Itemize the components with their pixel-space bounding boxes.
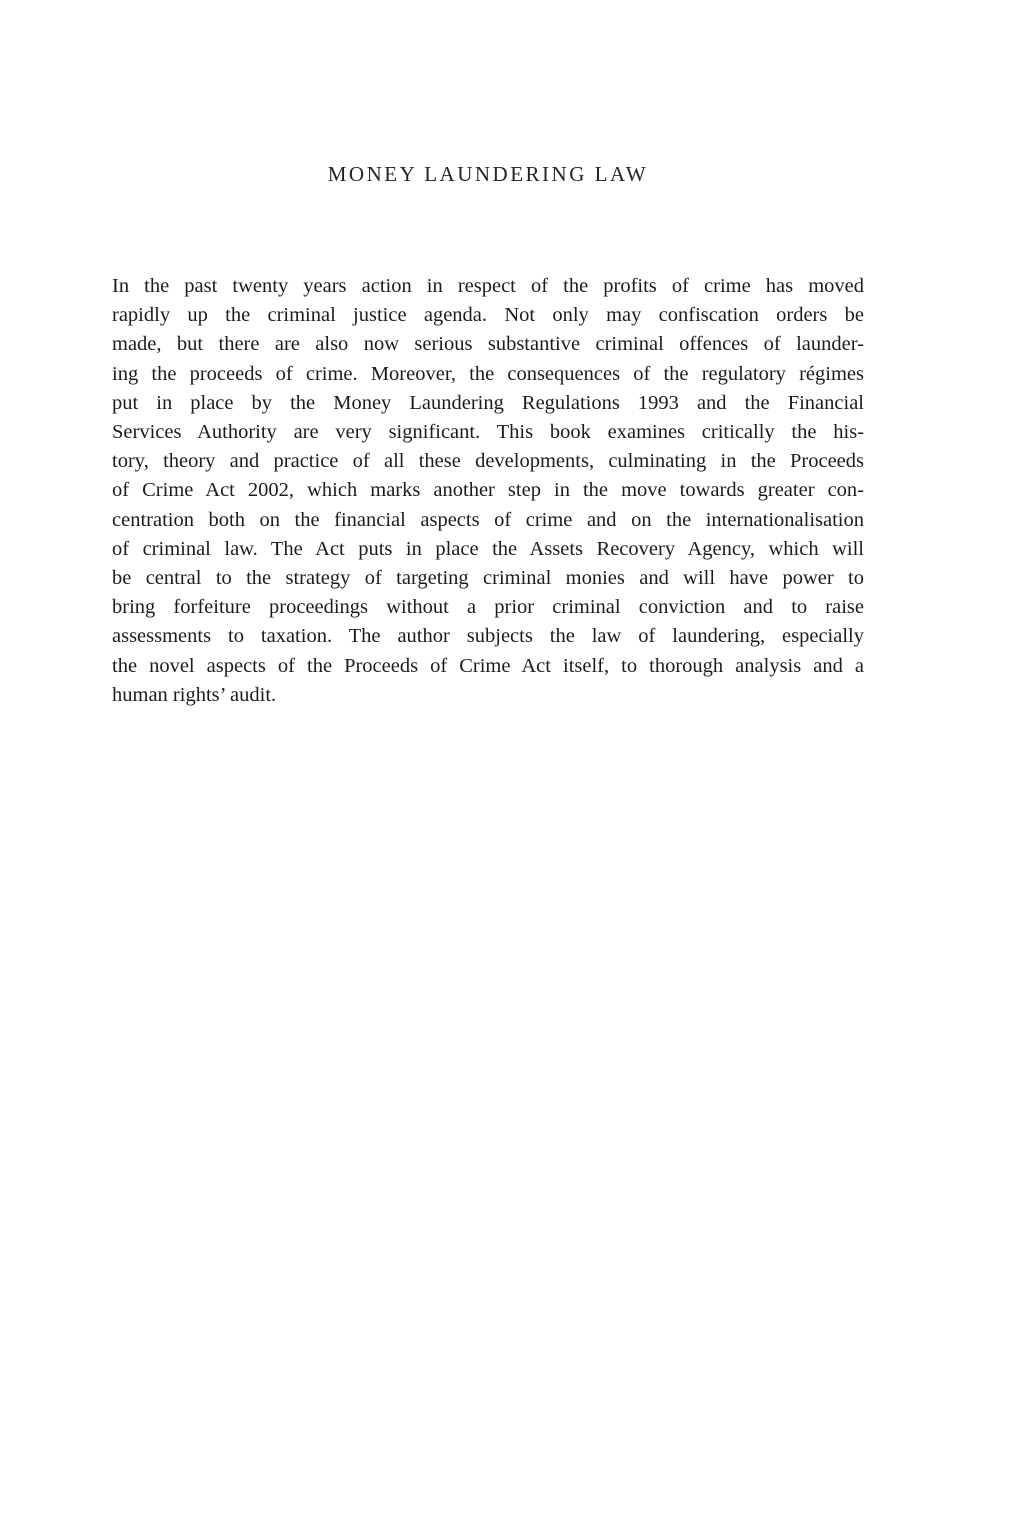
blurb-line: In the past twenty years action in respect of the profits of crime has moved [112, 275, 864, 297]
blurb-line: put in place by the Money Laundering Regulations 1993 and the Financial [112, 391, 864, 414]
blurb-line-last: human rights’ audit. [112, 683, 277, 706]
blurb-line: centration both on the financial aspects of crime and on the internationalisation [112, 508, 864, 531]
blurb-line: made, but there are also now serious substantive criminal offences of launder- [112, 333, 864, 356]
blurb-line: Services Authority are very significant. This book examines critically the his- [112, 421, 864, 444]
blurb-line: ing the proceeds of crime. Moreover, the consequences of the regulatory régimes [112, 362, 864, 385]
blurb-line: tory, theory and practice of all these developments, culminating in the Proceeds [112, 450, 864, 473]
blurb-line: bring forfeiture proceedings without a prior criminal conviction and to raise [112, 596, 864, 619]
blurb-line: of criminal law. The Act puts in place the Assets Recovery Agency, which will [112, 537, 864, 560]
page-title: MONEY LAUNDERING LAW [327, 162, 649, 186]
book-blurb-paragraph [112, 272, 864, 710]
blurb-line: rapidly up the criminal justice agenda. Not only may confiscation orders be [112, 304, 864, 327]
blurb-line: be central to the strategy of targeting criminal monies and will have power to [112, 567, 864, 590]
blurb-line: the novel aspects of the Proceeds of Crime Act itself, to thorough analysis and a [112, 654, 864, 677]
blurb-line: assessments to taxation. The author subjects the law of laundering, especially [112, 625, 864, 648]
blurb-line: of Crime Act 2002, which marks another step in the move towards greater con- [112, 479, 864, 502]
